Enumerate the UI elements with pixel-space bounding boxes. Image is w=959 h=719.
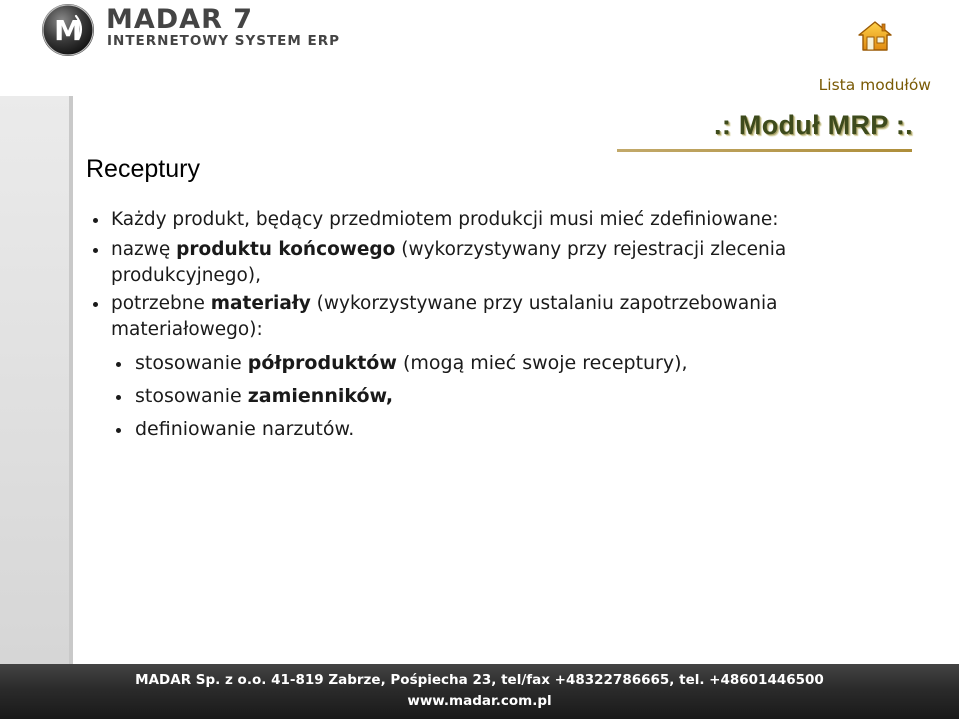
sub-item-text: stosowanie (135, 385, 248, 407)
list-item-text: nazwę (111, 239, 177, 260)
sub-list-item (111, 413, 913, 446)
list-item-text: potrzebne (111, 293, 211, 314)
sub-item-text: definiowanie narzutów. (135, 418, 355, 440)
list-item-bold: materiały (210, 293, 311, 314)
list-item-text: (wykorzystywane przy ustalaniu zapotrzebowania materiałowego): (111, 293, 784, 340)
footer-company-info: MADAR Sp. z o.o. 41-819 Zabrze, Pośpiecha 23, tel/fax +48322786665, tel. +48601446500 (135, 672, 824, 688)
sub-list-item (111, 380, 913, 413)
footer-website[interactable]: www.madar.com.pl (407, 693, 552, 709)
modules-home-link[interactable] (805, 20, 945, 94)
madar-logo (40, 2, 96, 58)
list-item-bold: produktu końcowego (176, 239, 396, 260)
content-area (93, 205, 913, 448)
sub-item-bold: zamienników, (247, 385, 394, 407)
home-icon[interactable] (857, 20, 893, 52)
brand-title: MADAR 7 (106, 4, 254, 35)
sub-item-text: stosowanie (135, 352, 248, 374)
list-item (93, 291, 913, 446)
modules-list-link[interactable]: Lista modułów (818, 76, 931, 94)
sub-item-bold: półproduktów (247, 352, 397, 374)
logo-letter: M (54, 14, 82, 47)
right-margin-strip (921, 96, 959, 664)
module-title: .: Moduł MRP :. (714, 110, 913, 140)
section-heading: Receptury (86, 155, 200, 183)
title-underline (617, 149, 912, 152)
list-item (93, 205, 913, 235)
sub-bullet-list (111, 347, 913, 446)
left-sidebar-band (0, 96, 73, 664)
list-item (93, 237, 913, 289)
sub-list-item (111, 347, 913, 380)
bullet-list (93, 205, 913, 446)
madar-logo-icon (40, 2, 96, 58)
sub-item-text: (mogą mieć swoje receptury), (396, 352, 688, 374)
header (0, 0, 959, 100)
list-item-text: Każdy produkt, będący przedmiotem produkcji musi mieć zdefiniowane: (111, 209, 779, 230)
footer (0, 664, 959, 719)
list-item-text: (wykorzystywany przy rejestracji zlecenia produkcyjnego), (111, 239, 793, 286)
brand-subtitle: INTERNETOWY SYSTEM ERP (107, 33, 341, 49)
